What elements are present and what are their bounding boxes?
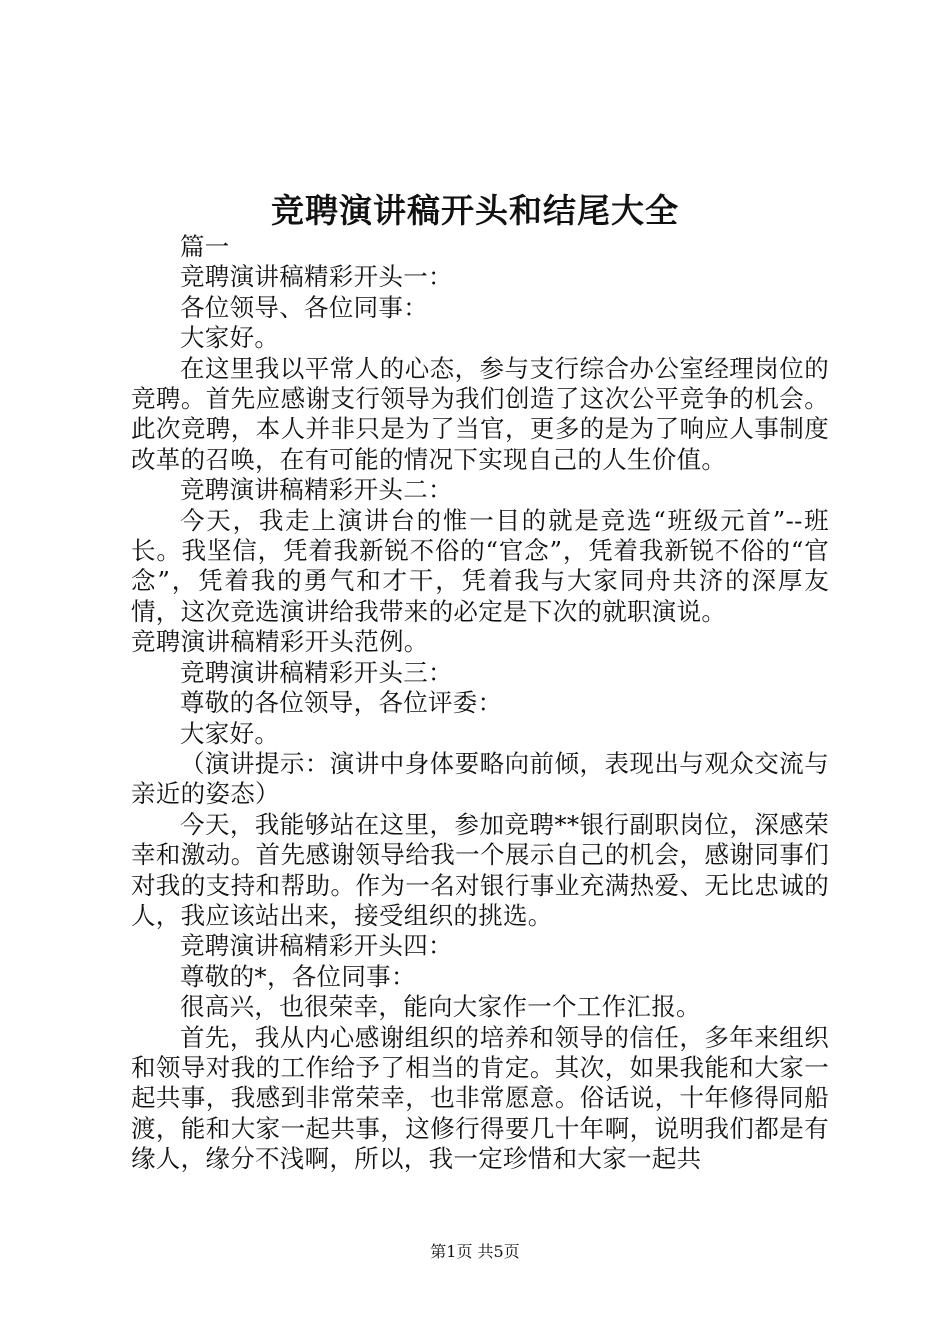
paragraph: 今天，我能够站在这里，参加竞聘**银行副职岗位，深感荣幸和激动。首先感谢领导给我一个展示自己的机会，感谢同事们对我的支持和帮助。作为一名对银行事业充满热爱、无比忠诚的人，我应该站出来，接受组织的挑选。: [131, 809, 829, 930]
paragraph: 首先，我从内心感谢组织的培养和领导的信任，多年来组织和领导对我的工作给予了相当的肯定。其次，如果我能和大家一起共事，我感到非常荣幸，也非常愿意。俗话说，十年修得同船渡，能和大家一起共事，这修行得要几十年啊，说明我们都是有缘人，缘分不浅啊，所以，我一定珍惜和大家一起共: [131, 1022, 829, 1174]
paragraph: 在这里我以平常人的心态，参与支行综合办公室经理岗位的竞聘。首先应感谢支行领导为我们创造了这次公平竞争的机会。此次竞聘，本人并非只是为了当官，更多的是为了响应人事制度改革的召唤，在有可能的情况下实现自己的人生价值。: [131, 353, 829, 474]
paragraph: 很高兴，也很荣幸，能向大家作一个工作汇报。: [180, 992, 701, 1022]
paragraph: 各位领导、各位同事：: [180, 292, 428, 322]
paragraph: 竞聘演讲稿精彩开头一：: [180, 262, 453, 292]
paragraph: 大家好。: [180, 718, 280, 748]
paragraph: 篇一: [180, 232, 230, 261]
page-footer: 第1页 共5页: [430, 1242, 520, 1261]
document-title: 竞聘演讲稿开头和结尾大全: [271, 191, 679, 230]
paragraph: 竞聘演讲稿精彩开头二：: [180, 475, 453, 505]
paragraph: 竞聘演讲稿精彩开头范例。: [131, 627, 429, 657]
document-body: [131, 232, 829, 1175]
paragraph: （演讲提示：演讲中身体要略向前倾，表现出与观众交流与亲近的姿态）: [131, 748, 829, 809]
paragraph: 尊敬的各位领导，各位评委：: [180, 688, 503, 718]
paragraph: 大家好。: [180, 323, 280, 353]
paragraph: 尊敬的*，各位同事：: [180, 961, 416, 991]
paragraph: 竞聘演讲稿精彩开头三：: [180, 657, 453, 687]
paragraph: 今天，我走上演讲台的惟一目的就是竞选“班级元首”--班长。我坚信，凭着我新锐不俗的“官念”，凭着我新锐不俗的“官念”，凭着我的勇气和才干，凭着我与大家同舟共济的深厚友情，这次竞选演讲给我带来的必定是下次的就职演说。: [131, 505, 829, 626]
paragraph: 竞聘演讲稿精彩开头四：: [180, 931, 453, 961]
